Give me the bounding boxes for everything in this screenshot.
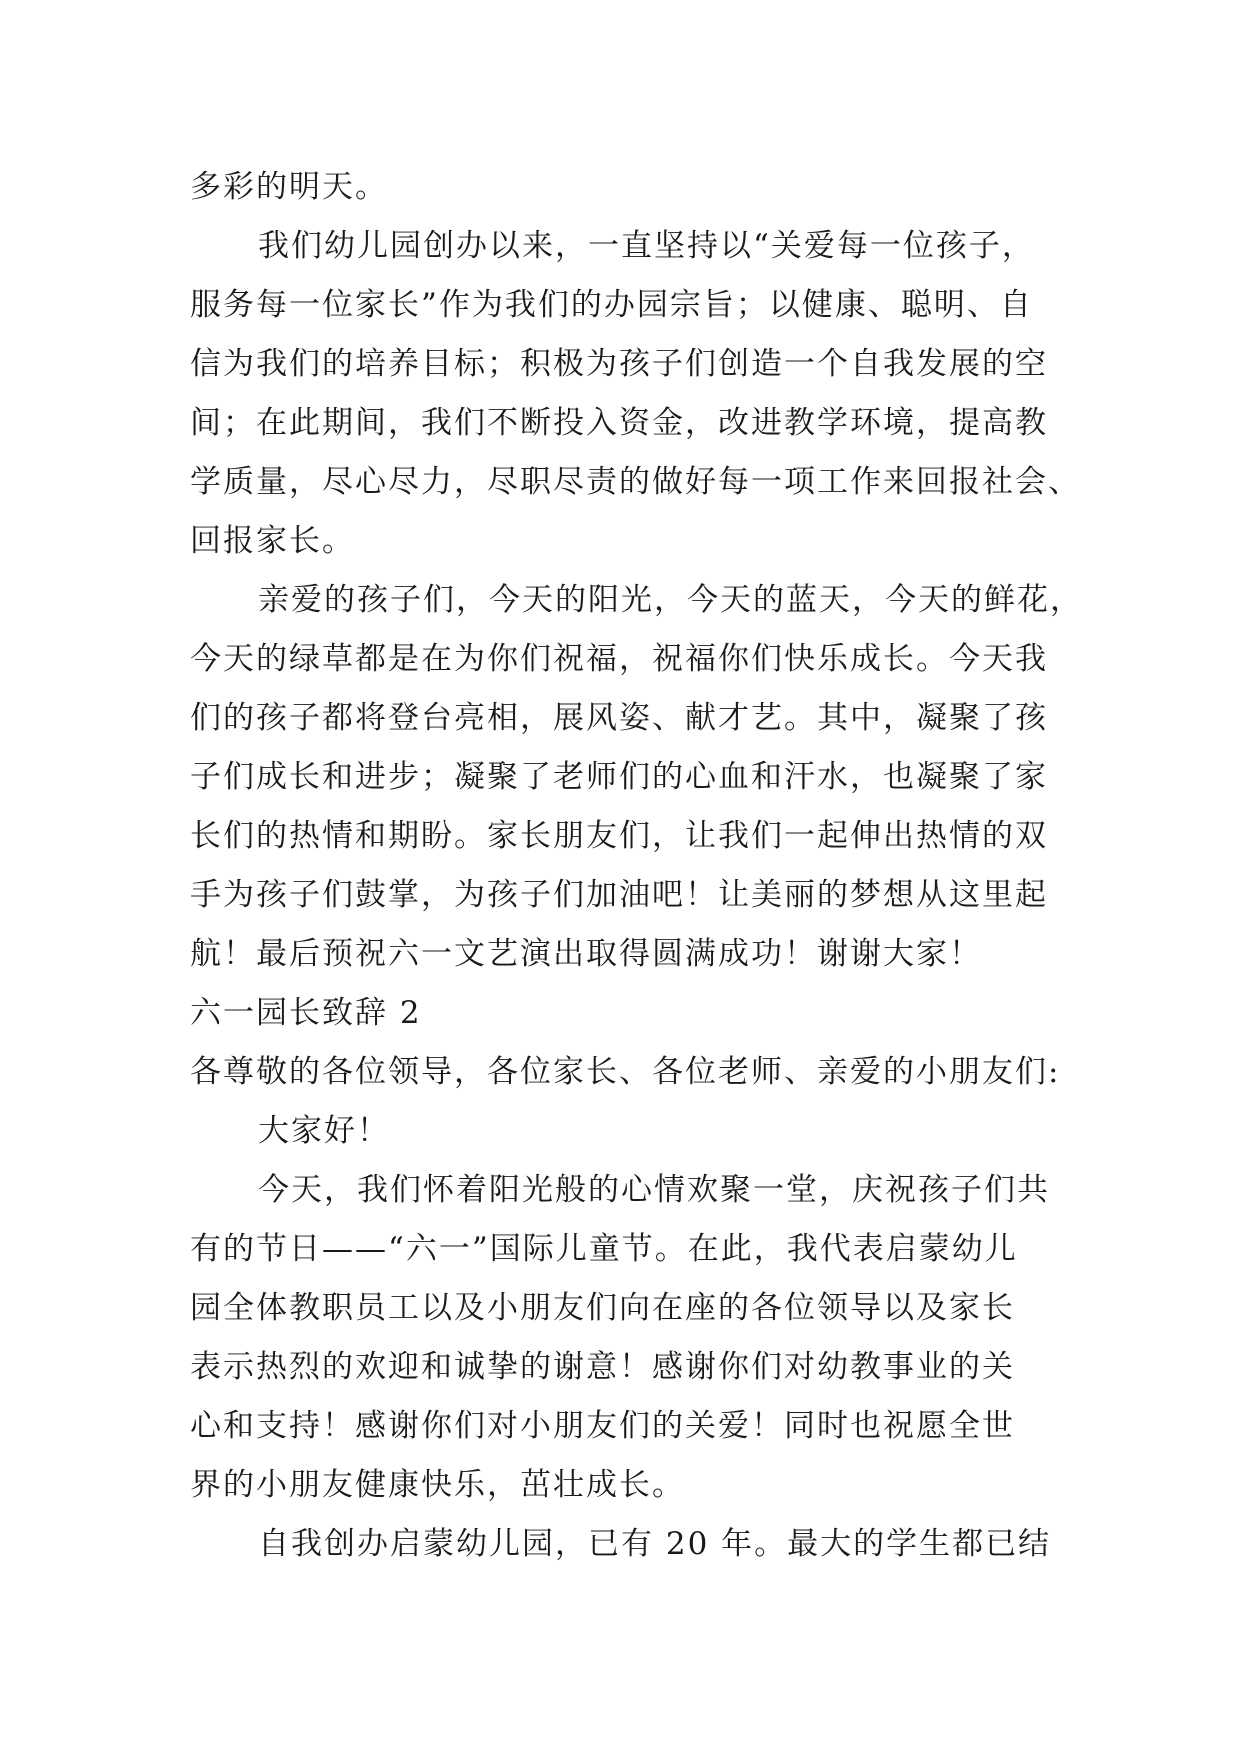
text-line: 手为孩子们鼓掌，为孩子们加油吧！让美丽的梦想从这里起 [190,877,1048,913]
text-line: 今天的绿草都是在为你们祝福，祝福你们快乐成长。今天我 [190,641,1048,677]
text-line: 我们幼儿园创办以来，一直坚持以“关爱每一位孩子， [258,228,1035,264]
text-line: 长们的热情和期盼。家长朋友们，让我们一起伸出热情的双 [190,818,1048,854]
text-line: 信为我们的培养目标；积极为孩子们创造一个自我发展的空 [190,346,1048,382]
text-line: 今天，我们怀着阳光般的心情欢聚一堂，庆祝孩子们共 [258,1172,1050,1208]
text-line: 们的孩子都将登台亮相，展风姿、献才艺。其中，凝聚了孩 [190,700,1048,736]
text-line: 界的小朋友健康快乐，茁壮成长。 [190,1467,685,1503]
document-body [190,158,1083,1574]
text-line: 六一园长致辞 2 [190,995,422,1031]
text-line: 表示热烈的欢迎和诚挚的谢意！感谢你们对幼教事业的关 [190,1349,1015,1385]
text-line: 大家好！ [258,1113,390,1149]
text-line: 子们成长和进步；凝聚了老师们的心血和汗水，也凝聚了家 [190,759,1048,795]
text-line: 航！最后预祝六一文艺演出取得圆满成功！谢谢大家！ [190,936,982,972]
text-line: 自我创办启蒙幼儿园，已有 20 年。最大的学生都已结 [258,1526,1052,1562]
text-line: 亲爱的孩子们，今天的阳光，今天的蓝天，今天的鲜花， [258,582,1083,618]
text-line: 园全体教职员工以及小朋友们向在座的各位领导以及家长 [190,1290,1015,1326]
text-line: 多彩的明天。 [190,169,388,205]
text-line: 心和支持！感谢你们对小朋友们的关爱！同时也祝愿全世 [190,1408,1015,1444]
text-line: 服务每一位家长”作为我们的办园宗旨；以健康、聪明、自 [190,287,1033,323]
text-line: 有的节日——“六一”国际儿童节。在此，我代表启蒙幼儿 [190,1231,1018,1267]
text-line: 学质量，尽心尽力，尽职尽责的做好每一项工作来回报社会、 [190,464,1081,500]
text-line: 各尊敬的各位领导，各位家长、各位老师、亲爱的小朋友们: [190,1054,1061,1090]
text-line: 间；在此期间，我们不断投入资金，改进教学环境，提高教 [190,405,1048,441]
text-line: 回报家长。 [190,523,355,559]
